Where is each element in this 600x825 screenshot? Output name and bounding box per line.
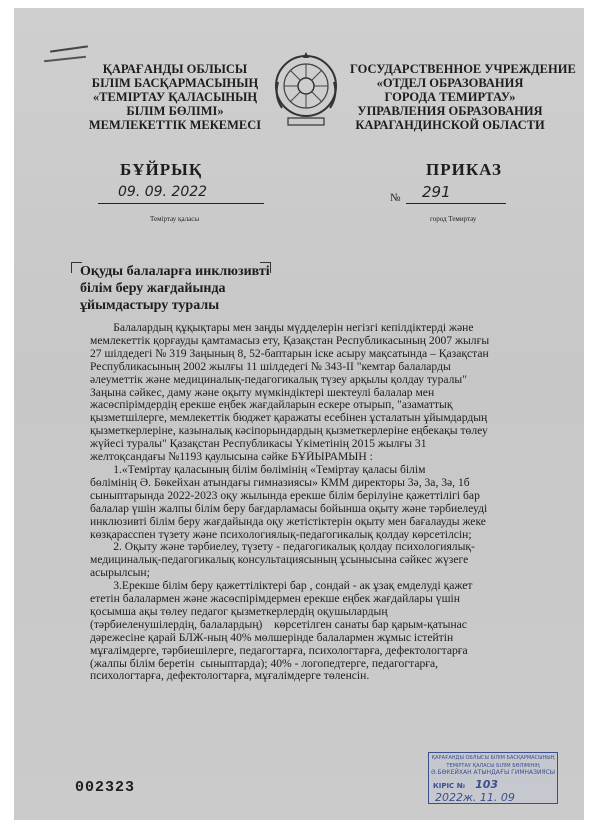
body-line: қызметшілерге, мемлекеттік бюджет қаражаты есебінен ұсталатын ұйымдардың bbox=[90, 412, 488, 425]
body-line: ететін балалармен және жасөспірімдермен ерекше еңбек жағдайлары үшін bbox=[90, 593, 460, 606]
stamp-line: ТЕМІРТАУ ҚАЛАСЫ БІЛІМ БӨЛІМІНІҢ bbox=[446, 763, 540, 769]
body-line: психологтарға, дефектологтарға, мұғалімдерге төленсін. bbox=[90, 670, 370, 683]
body-line: мұғалімдерге, тәрбиешілерге, педагогтарға, психологтарға, дефектологтарға bbox=[90, 644, 468, 657]
body-line: мемлекеттік қорғауды қамтамасыз ету, Қазақстан Республикасының 2007 жылғы bbox=[90, 334, 490, 347]
stamp-incoming bbox=[429, 778, 557, 791]
header-line: МЕМЛЕКЕТТІК МЕКЕМЕСІ bbox=[88, 118, 262, 132]
city-kazakh: Теміртау қаласы bbox=[150, 215, 200, 223]
number-sign: № bbox=[390, 192, 401, 204]
body-line: 1.«Теміртау қаласының білім бөлімінің «Теміртау қаласы білім bbox=[90, 463, 426, 476]
date-underline bbox=[98, 203, 264, 204]
header-line: «ТЕМІРТАУ ҚАЛАСЫНЫҢ bbox=[92, 90, 258, 104]
header-line: БІЛІМ БАСҚАРМАСЫНЫҢ bbox=[91, 76, 259, 90]
body-line: 27 шілдедегі № 319 Заңының 8, 52-баптарын іске асыру мақсатында – Қазақстан bbox=[90, 347, 489, 360]
order-body bbox=[90, 322, 528, 683]
city-russian: город Темиртау bbox=[430, 215, 477, 223]
body-line: жүйесі туралы" Қазақстан Республикасы Үкіметінің 2015 жылғы 31 bbox=[90, 438, 427, 451]
body-line: 3.Ерекше білім беру қажеттіліктері бар , сондай - ак ұзақ емделуді қажет bbox=[90, 580, 473, 593]
pen-mark bbox=[50, 45, 88, 52]
order-date: 09. 09. 2022 bbox=[118, 184, 208, 200]
subject-line: білім беру жағдайында bbox=[80, 281, 226, 296]
body-line: балалар үшін жалпы білім беру бағдарламасы бойынша оқыту және тәрбиелеуді bbox=[90, 502, 488, 515]
order-number: 291 bbox=[422, 183, 451, 201]
body-line: 2. Оқыту және тәрбиелеу, түзету - педагогикалық қолдау психологиялық- bbox=[90, 541, 475, 554]
body-line: сыныптарында 2022-2023 оқу жылында ерекше білім берілуіне қажеттілігі бар bbox=[90, 489, 480, 502]
order-subject bbox=[80, 263, 280, 314]
number-underline bbox=[406, 203, 506, 204]
body-line: әлеуметтік және медициналық-педагогикалық түзеу арқылы қолдау туралы" bbox=[90, 373, 467, 386]
header-line: БІЛІМ БӨЛІМІ» bbox=[126, 104, 224, 118]
stamp-date: 2022ж. 11. 09 bbox=[435, 791, 515, 804]
header-line: ГОСУДАРСТВЕННОЕ УЧРЕЖДЕНИЕ bbox=[350, 62, 576, 76]
body-line: инклюзивті білім беру жағдайында оқу жетістіктерін оқыту мен бағалауды жеке bbox=[90, 515, 486, 528]
header-kazakh bbox=[80, 62, 270, 132]
stamp-incoming-number: 103 bbox=[475, 778, 499, 791]
body-line: бөлімінің Ә. Бөкейхан атындағы гимназиясы» КММ директоры 3ә, 3а, 3ә, 1б bbox=[90, 476, 470, 489]
kazakhstan-emblem-icon bbox=[272, 48, 340, 138]
document-code: 002323 bbox=[75, 779, 136, 796]
subject-line: Оқуды балаларға инклюзивті bbox=[80, 264, 270, 279]
order-title-russian: ПРИКАЗ bbox=[426, 160, 502, 179]
header-russian bbox=[350, 62, 576, 132]
stamp-line: Ә.БӨКЕЙХАН АТЫНДАҒЫ ГИМНАЗИЯСЫ bbox=[430, 769, 556, 776]
body-line: (жалпы білім беретін сыныптарда); 40% - логопедтерге, педагогтарға, bbox=[90, 657, 439, 670]
body-line: Заңына сәйкес, даму және оқыту мүмкіндіктері шектеулі балалар мен bbox=[90, 386, 435, 399]
body-line: асырылсын; bbox=[90, 567, 150, 580]
body-line: қызметкерлеріне, казыналық кәсіпорындардың қызметкерлеріне еңбекақы төлеу bbox=[90, 425, 488, 438]
stamp-line: ҚАРАҒАНДЫ ОБЛЫСЫ БІЛІМ БАСҚАРМАСЫНЫҢ bbox=[431, 755, 555, 761]
body-line: желтоқсандағы №1193 қаулысына сәйке БҰЙЫРАМЫН : bbox=[90, 451, 373, 464]
body-line: Республикасының 2002 жылғы 11 шілдедегі № 343-ІІ "кемтар балаларды bbox=[90, 360, 451, 373]
body-line: (тәрбиеленушілердің, балалардың) көрсетілген санаты бар қарым-қатынас bbox=[90, 618, 467, 631]
subject-line: ұйымдастыру туралы bbox=[80, 298, 220, 313]
body-line: дәрежесіне қарай БЛЖ-ның 40% мөлшерінде балалармен жұмыс істейтін bbox=[90, 631, 454, 644]
incoming-registration-stamp bbox=[428, 752, 558, 804]
header-line: ҚАРАҒАНДЫ ОБЛЫСЫ bbox=[102, 62, 248, 76]
stamp-incoming-label: КІРІС № bbox=[433, 782, 466, 790]
header-line: УПРАВЛЕНИЯ ОБРАЗОВАНИЯ bbox=[357, 104, 543, 118]
body-line: көзқарасспен түзету және психологиялық-педагогикалық қолдау көрсетілсін; bbox=[90, 528, 472, 541]
header-line: ГОРОДА ТЕМИРТАУ» bbox=[384, 90, 516, 104]
scanned-page bbox=[14, 8, 584, 820]
body-line: қосымша ақы төлеу педагог қызметкерлердің оқушылардың bbox=[90, 605, 388, 618]
body-line: жасөспірімдердің ерекше еңбек жағдайларын ескере отырып, "азаматтық bbox=[90, 399, 453, 412]
body-line: медициналық-педагогикалық консультациясының ұсынысына сәйкес жүзеге bbox=[90, 554, 469, 567]
order-title-kazakh: БҰЙРЫҚ bbox=[120, 160, 203, 179]
header-line: КАРАГАНДИНСКОЙ ОБЛАСТИ bbox=[355, 118, 545, 132]
body-line: Балалардың құқықтары мен заңды мүдделерін негізгі кепілдіктерді және bbox=[90, 322, 474, 334]
header-line: «ОТДЕЛ ОБРАЗОВАНИЯ bbox=[376, 76, 524, 90]
